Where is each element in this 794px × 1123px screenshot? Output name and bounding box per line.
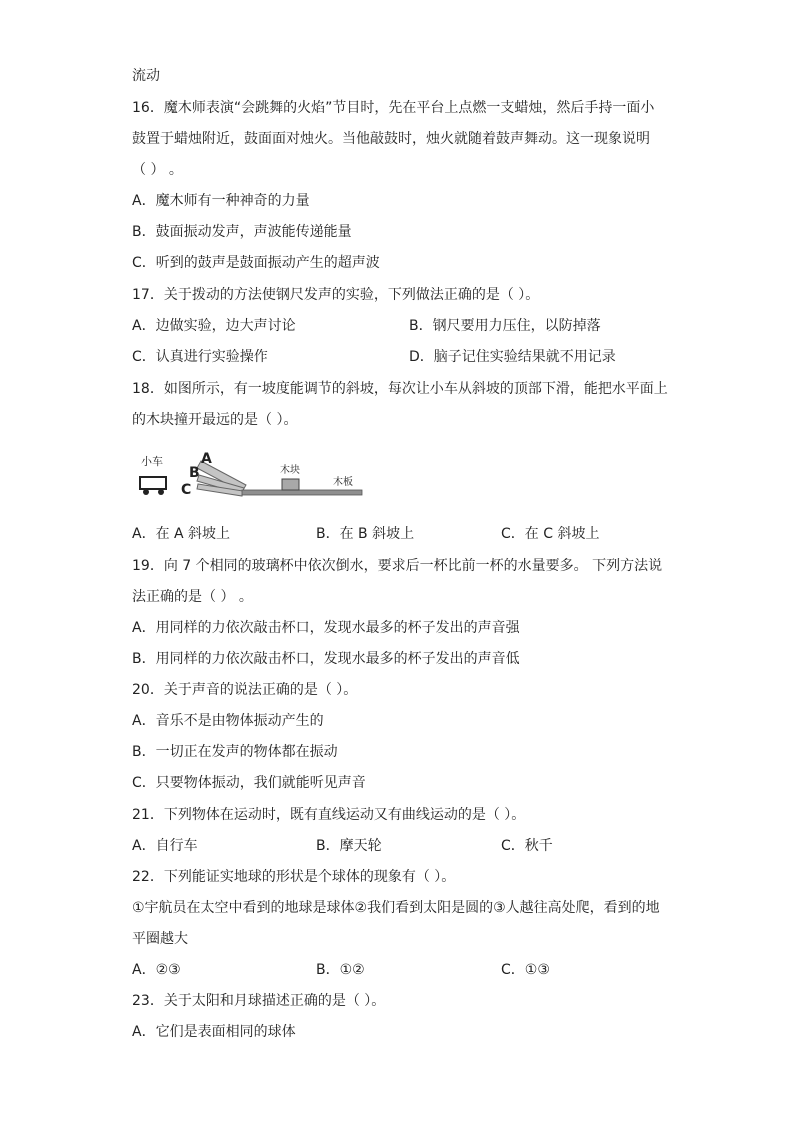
option-20-b: B．一切正在发声的物体都在振动 [132,744,338,760]
option-17-d: D．脑子记住实验结果就不用记录 [409,349,616,365]
wooden-block [282,479,299,490]
option-18-c: C．在 C 斜坡上 [501,526,600,542]
question-16-blank: （ ） 。 [132,162,183,178]
question-22-statements: ①宇航员在太空中看到的地球是球体②我们看到太阳是圆的③人越往高处爬，看到的地 [132,900,660,916]
slope-a-label: A [201,451,212,467]
cart-wheel [158,489,164,495]
option-21-b: B．摩天轮 [316,838,382,854]
question-20-text: 20．关于声音的说法正确的是（ ）。 [132,682,358,698]
option-19-a: A．用同样的力依次敲击杯口，发现水最多的杯子发出的声音强 [132,620,520,636]
block-label: 木块 [280,465,300,476]
option-17-a: A．边做实验，边大声讨论 [132,318,296,334]
question-19-text: 法正确的是（ ） 。 [132,589,253,605]
option-22-b: B．①② [316,962,365,978]
cart-label: 小车 [141,455,163,468]
cart-wheel [143,489,149,495]
option-21-c: C．秋千 [501,838,553,854]
cart-body [140,477,166,489]
option-16-c: C．听到的鼓声是鼓面振动产生的超声波 [132,255,380,271]
board-label: 木板 [333,477,353,488]
option-22-c: C．①③ [501,962,550,978]
option-20-c: C．只要物体振动，我们就能听见声音 [132,775,366,791]
slope-figure [132,448,372,504]
wooden-board [242,490,362,495]
option-19-b: B．用同样的力依次敲击杯口，发现水最多的杯子发出的声音低 [132,651,520,667]
question-23-text: 23．关于太阳和月球描述正确的是（ ）。 [132,993,386,1009]
question-16-text: 鼓置于蜡烛附近，鼓面面对烛火。当他敲鼓时，烛火就随着鼓声舞动。这一现象说明 [132,131,650,147]
text-line: 流动 [132,68,160,84]
option-17-c: C．认真进行实验操作 [132,349,268,365]
option-16-b: B．鼓面振动发声，声波能传递能量 [132,224,352,240]
question-18-text: 18．如图所示，有一坡度能调节的斜坡，每次让小车从斜坡的顶部下滑，能把水平面上 [132,381,668,397]
slope-b-label: B [189,465,200,481]
question-21-text: 21．下列物体在运动时，既有直线运动又有曲线运动的是（ ）。 [132,807,526,823]
question-18-text: 的木块撞开最远的是（ ）。 [132,412,298,428]
option-18-a: A．在 A 斜坡上 [132,526,231,542]
option-23-a: A．它们是表面相同的球体 [132,1024,296,1040]
question-16-text: 16．魔木师表演“会跳舞的火焰”节目时，先在平台上点燃一支蜡烛，然后手持一面小 [132,100,655,116]
question-19-text: 19．向 7 个相同的玻璃杯中依次倒水，要求后一杯比前一杯的水量要多。 下列方法说 [132,558,663,574]
question-22-statements: 平圈越大 [132,931,188,947]
option-20-a: A．音乐不是由物体振动产生的 [132,713,324,729]
option-16-a: A．魔木师有一种神奇的力量 [132,193,310,209]
slope-c-label: C [181,482,192,498]
question-17-text: 17．关于拨动的方法使钢尺发声的实验，下列做法正确的是（ ）。 [132,287,540,303]
option-17-b: B．钢尺要用力压住，以防掉落 [409,318,601,334]
option-21-a: A．自行车 [132,838,198,854]
question-22-text: 22．下列能证实地球的形状是个球体的现象有（ ）。 [132,869,456,885]
option-18-b: B．在 B 斜坡上 [316,526,415,542]
option-22-a: A．②③ [132,962,181,978]
